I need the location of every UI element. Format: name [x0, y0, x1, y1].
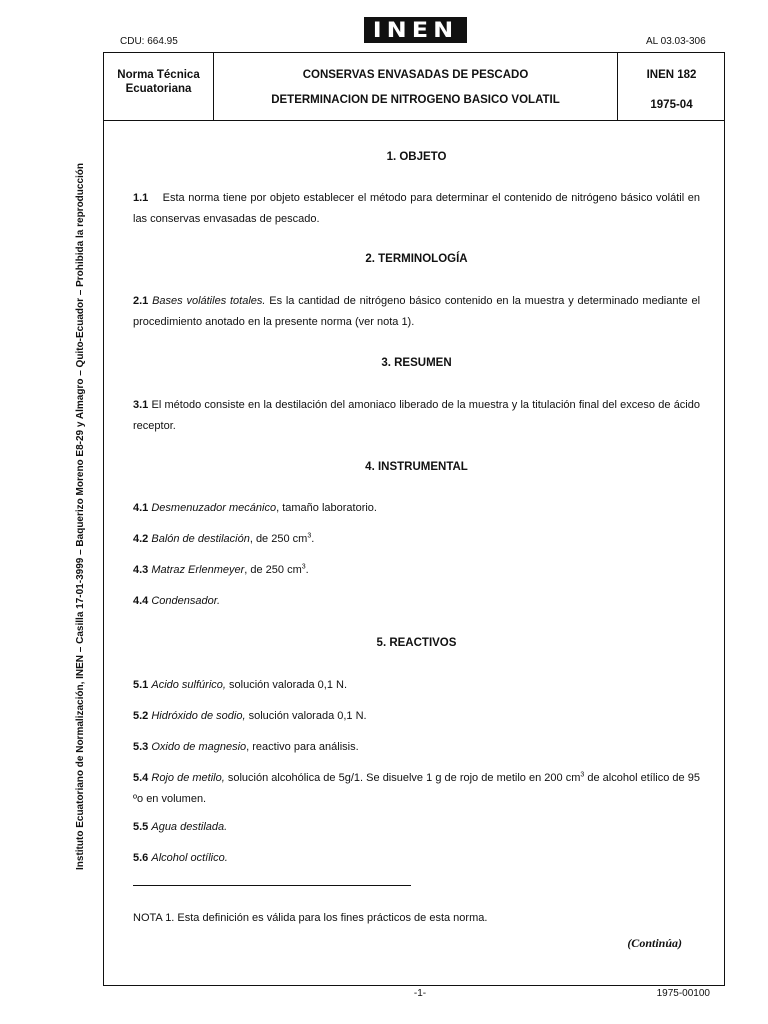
paragraph-4-1 — [133, 498, 700, 519]
norm-type-label — [104, 68, 213, 96]
section-heading-reactivos: 5. REACTIVOS — [376, 637, 457, 649]
clause-number: 3.1 — [133, 399, 149, 411]
clause-text: El método consiste en la destilación del amoniaco liberado de la muestra y la titulación final del exceso de ácido receptor. — [133, 399, 700, 432]
clause-end: . — [305, 564, 309, 576]
document-subtitle: DETERMINACION DE NITROGENO BASICO VOLATIL — [271, 94, 560, 106]
norm-type-line2: Ecuatoriana — [125, 83, 192, 95]
clause-text: solución valorada 0,1 N. — [245, 710, 367, 722]
clause-number: 4.1 — [133, 502, 149, 514]
document-title: CONSERVAS ENVASADAS DE PESCADO — [302, 69, 529, 81]
paragraph-2-1 — [133, 291, 700, 333]
clause-term: Rojo de metilo, — [151, 772, 225, 784]
clause-term: Desmenuzador mecánico — [151, 502, 277, 514]
clause-text: solución valorada 0,1 N. — [225, 679, 348, 691]
section-heading-objeto: 1. OBJETO — [386, 151, 447, 163]
clause-term: Alcohol octílico. — [151, 852, 228, 864]
clause-term: Hidróxido de sodio, — [151, 710, 246, 722]
clause-text: , tamaño laboratorio. — [276, 502, 377, 514]
inen-logo-text: INEN — [372, 17, 459, 43]
clause-number: 5.2 — [133, 710, 149, 722]
clause-text: , de 250 cm — [244, 564, 302, 576]
paragraph-5-4 — [133, 768, 700, 810]
clause-term: Condensador. — [151, 595, 221, 607]
header-divider — [103, 120, 725, 121]
footer-code: 1975-00100 — [656, 988, 710, 999]
clause-number: 5.4 — [133, 772, 149, 784]
paragraph-5-5 — [133, 817, 700, 838]
clause-number: 1.1 — [133, 192, 149, 204]
paragraph-4-3 — [133, 560, 700, 581]
clause-term: Balón de destilación — [151, 533, 250, 545]
paragraph-4-4 — [133, 591, 700, 612]
norm-year: 1975-04 — [650, 99, 693, 111]
paragraph-4-2 — [133, 529, 700, 550]
clause-text: solución alcohólica de 5g/1. Se disuelve 1 g de rojo de metilo en 200 cm — [224, 772, 581, 784]
side-publisher-text: Instituto Ecuatoriano de Normalización, INEN – Casilla 17-01-3999 – Baquerizo Moreno E8-29 y Almagro – Quito-Ecuador – Prohibida la reproducción — [75, 162, 86, 870]
paragraph-1-1 — [133, 188, 700, 230]
clause-term: Oxido de magnesio — [151, 741, 247, 753]
clause-text: , de 250 cm — [249, 533, 308, 545]
cdu-code: CDU: 664.95 — [120, 36, 178, 47]
clause-text: , reactivo para análisis. — [246, 741, 359, 753]
page-number: -1- — [413, 988, 427, 999]
al-code: AL 03.03-306 — [646, 36, 706, 47]
section-heading-resumen: 3. RESUMEN — [381, 357, 452, 369]
continua-label: (Continúa) — [627, 936, 682, 950]
clause-term: Matraz Erlenmeyer — [151, 564, 245, 576]
clause-end: . — [311, 533, 315, 545]
paragraph-3-1 — [133, 395, 700, 437]
superscript: 3 — [307, 532, 312, 540]
clause-text: Esta norma tiene por objeto establecer el método para determinar el contenido de nitrógeno básico volátil en las conservas envasadas de pescado. — [133, 192, 701, 225]
footnote-text: NOTA 1. Esta definición es válida para los fines prácticos de esta norma. — [133, 912, 488, 924]
clause-number: 5.5 — [133, 821, 149, 833]
clause-number: 4.2 — [133, 533, 149, 545]
paragraph-5-3 — [133, 737, 700, 758]
paragraph-5-2 — [133, 706, 700, 727]
clause-term: Agua destilada. — [151, 821, 228, 833]
clause-number: 5.6 — [133, 852, 149, 864]
paragraph-5-1 — [133, 675, 700, 696]
paragraph-5-6 — [133, 848, 700, 869]
clause-end: de alcohol etílico de 95 ºo en volumen. — [133, 772, 700, 805]
superscript: 3 — [580, 771, 585, 779]
clause-number: 5.3 — [133, 741, 149, 753]
section-heading-instrumental: 4. INSTRUMENTAL — [365, 461, 468, 473]
clause-number: 2.1 — [133, 295, 149, 307]
footnote-rule — [133, 885, 411, 886]
section-heading-terminologia: 2. TERMINOLOGÍA — [365, 253, 468, 265]
superscript: 3 — [301, 563, 306, 571]
clause-number: 5.1 — [133, 679, 149, 691]
inen-logo — [364, 17, 467, 43]
header-col-divider-left — [213, 52, 214, 121]
norm-type-line1: Norma Técnica — [117, 69, 200, 81]
norm-code: INEN 182 — [646, 69, 697, 81]
clause-term: Acido sulfúrico, — [151, 679, 226, 691]
clause-text: Es la cantidad de nitrógeno básico contenido en la muestra y determinado mediante el procedimiento anotado en la presente norma (ver nota 1). — [133, 295, 701, 328]
clause-number: 4.4 — [133, 595, 149, 607]
clause-number: 4.3 — [133, 564, 149, 576]
clause-term: Bases volátiles totales. — [152, 295, 266, 307]
